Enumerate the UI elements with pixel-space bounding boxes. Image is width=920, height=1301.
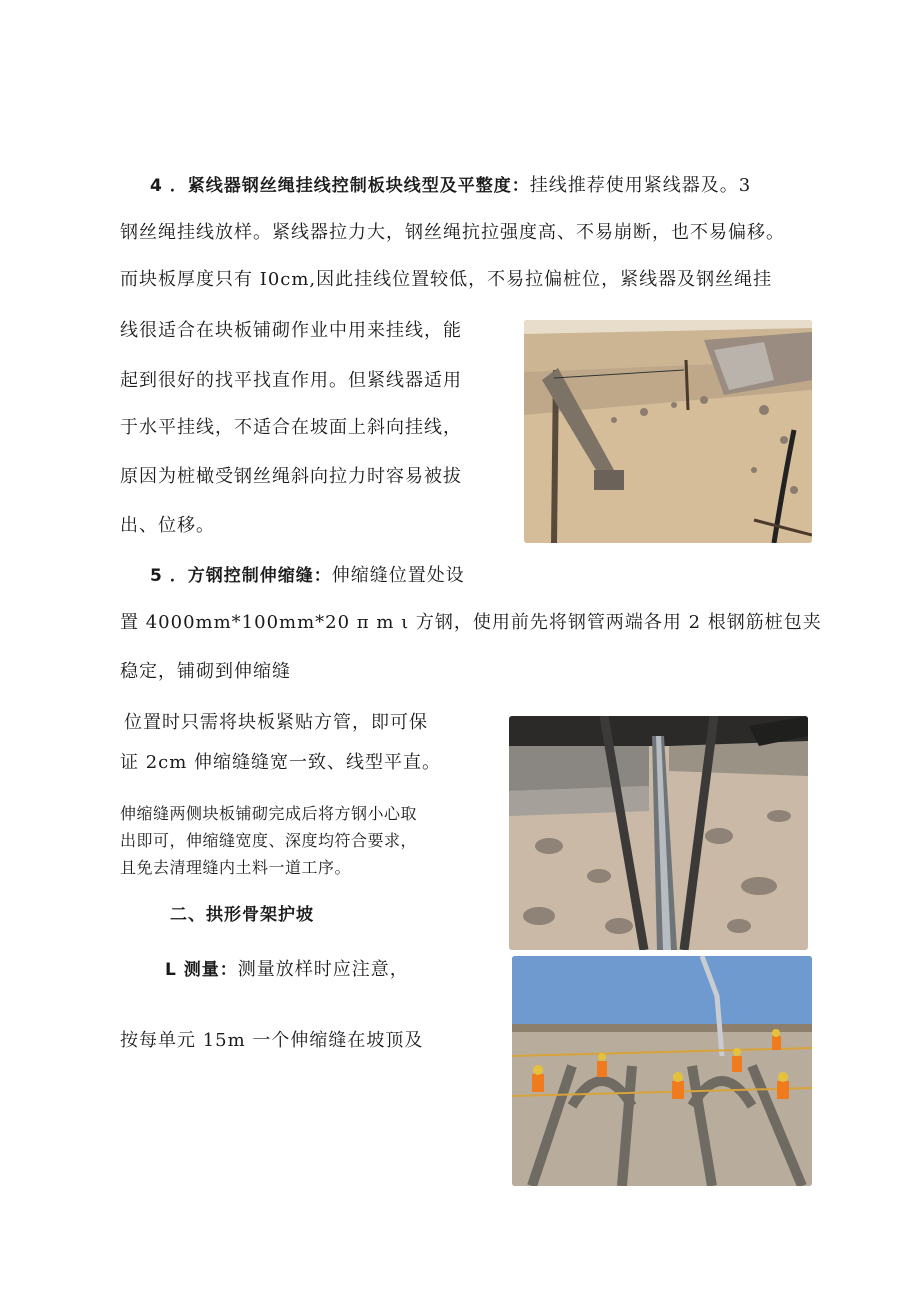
section4-line2: 钢丝绳挂线放样。紧线器拉力大，钢丝绳抗拉强度高、不易崩断，也不易偏移。 [120,222,785,243]
section4-label: 4 ．紧线器钢丝绳挂线控制板块线型及平整度： [150,176,530,196]
section4-line3: 而块板厚度只有 I0cm,因此挂线位置较低，不易拉偏桩位，紧线器及钢丝绳挂 [120,269,773,290]
section4-line5: 起到很好的找平找直作用。但紧线器适用 [120,370,462,391]
tensioner-photo [524,320,812,543]
section4-line8: 出、位移。 [120,515,215,536]
survey-first-line [165,958,409,982]
section5-line1-text: 伸缩缝位置处设 [331,565,465,586]
section5-line2: 置 4000mm*100mm*20 π m ι 方钢，使用前先将钢管两端各用 2 根钢筋桩包夹 [120,612,822,633]
section-heading-arch-slope: 二、拱形骨架护坡 [170,905,314,925]
survey-line2: 按每单元 15m 一个伸缩缝在坡顶及 [120,1030,424,1051]
section4-line4: 线很适合在块板铺砌作业中用来挂线，能 [120,320,462,341]
survey-line1-text: 测量放样时应注意， [237,959,409,980]
section5-label: 5 ．方钢控制伸缩缝： [150,566,332,586]
section5-first-line [150,564,465,588]
section4-line1-text: 挂线推荐使用紧线器及。3 [529,175,752,196]
section5-line5: 证 2cm 伸缩缝缝宽一致、线型平直。 [120,752,442,773]
section4-line6: 于水平挂线，不适合在坡面上斜向挂线， [120,417,462,438]
arch-frame-photo [512,956,812,1186]
section5-line7: 出即可，伸缩缝宽度、深度均符合要求， [120,831,418,850]
section5-line3: 稳定，铺砌到伸缩缝 [120,661,291,682]
section5-line4: 位置时只需将块板紧贴方管，即可保 [124,712,428,733]
survey-label: L 测量： [165,960,238,980]
section5-line6: 伸缩缝两侧块板铺砌完成后将方钢小心取 [120,804,418,823]
section5-line8: 且免去清理缝内土料一道工序。 [120,858,352,877]
square-steel-photo [509,716,808,950]
section4-first-line [150,174,751,198]
section4-line7: 原因为桩橄受钢丝绳斜向拉力时容易被拔 [120,466,462,487]
